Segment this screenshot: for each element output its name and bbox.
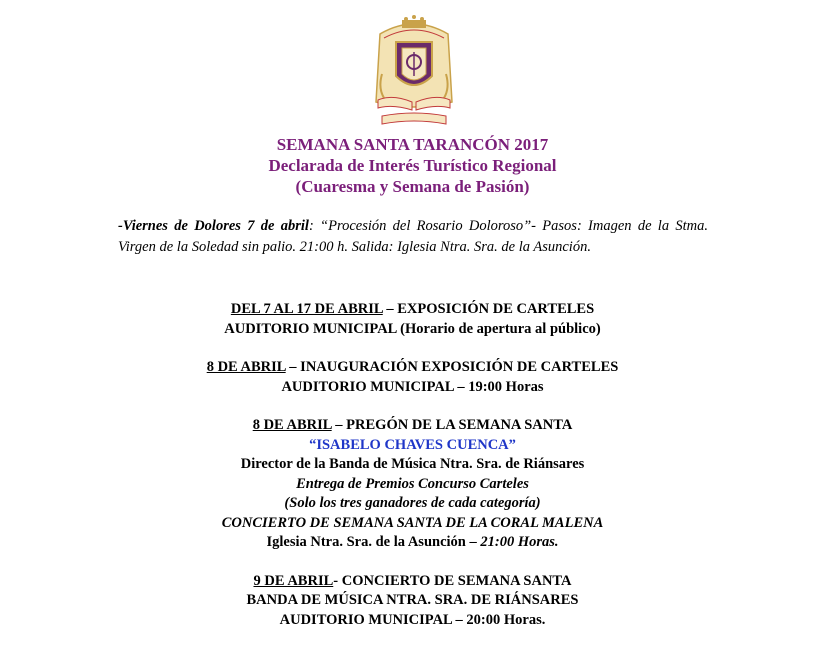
coat-of-arms	[372, 14, 456, 129]
intro-paragraph	[118, 216, 708, 258]
event-item	[0, 416, 825, 553]
event-title: - CONCIERTO DE SEMANA SANTA	[333, 572, 572, 589]
page-subtitle: Declarada de Interés Turístico Regional	[268, 156, 557, 175]
page-note: (Cuaresma y Semana de Pasión)	[295, 177, 530, 196]
coat-of-arms-icon	[372, 14, 456, 129]
event-speaker: “ISABELO CHAVES CUENCA”	[309, 436, 516, 453]
event-title: – INAUGURACIÓN EXPOSICIÓN DE CARTELES	[285, 359, 619, 375]
event-venue: Iglesia Ntra. Sra. de la Asunción –	[266, 534, 481, 550]
event-detail: AUDITORIO MUNICIPAL – 19:00 Horas	[281, 378, 544, 395]
event-item	[0, 300, 825, 339]
event-detail: BANDA DE MÚSICA NTRA. SRA. DE RIÁNSARES	[246, 592, 579, 608]
event-title: – EXPOSICIÓN DE CARTELES	[382, 301, 595, 317]
intro-text: : “Procesión del Rosario Doloroso”- Pasos: Imagen de la Stma. Virgen de la Soledad sin palio. 21:00 h. Salida: Iglesia Ntra. Sra. de la Asunción.	[118, 218, 708, 255]
event-award: Entrega de Premios Concurso Carteles	[296, 475, 529, 492]
event-title: – PREGÓN DE LA SEMANA SANTA	[331, 417, 573, 433]
event-detail: AUDITORIO MUNICIPAL (Horario de apertura al público)	[224, 320, 601, 337]
event-speaker-role: Director de la Banda de Música Ntra. Sra. de Riánsares	[240, 456, 585, 472]
event-date: 9 DE ABRIL	[253, 572, 334, 589]
event-date: 8 DE ABRIL	[252, 417, 332, 433]
header	[0, 134, 825, 197]
event-item	[0, 358, 825, 397]
event-concert: CONCIERTO DE SEMANA SANTA DE LA CORAL MALENA	[221, 514, 604, 531]
page-title: SEMANA SANTA TARANCÓN 2017	[276, 135, 549, 154]
event-date: 8 DE ABRIL	[206, 359, 286, 375]
event-award-note: (Solo los tres ganadores de cada categoría)	[284, 495, 541, 511]
event-date: DEL 7 AL 17 DE ABRIL	[230, 301, 383, 317]
event-time: 21:00 Horas.	[480, 534, 559, 550]
events-list	[0, 300, 825, 649]
event-detail: AUDITORIO MUNICIPAL – 20:00 Horas.	[279, 611, 546, 628]
intro-lead: -Viernes de Dolores 7 de abril	[118, 218, 309, 234]
event-item	[0, 572, 825, 631]
